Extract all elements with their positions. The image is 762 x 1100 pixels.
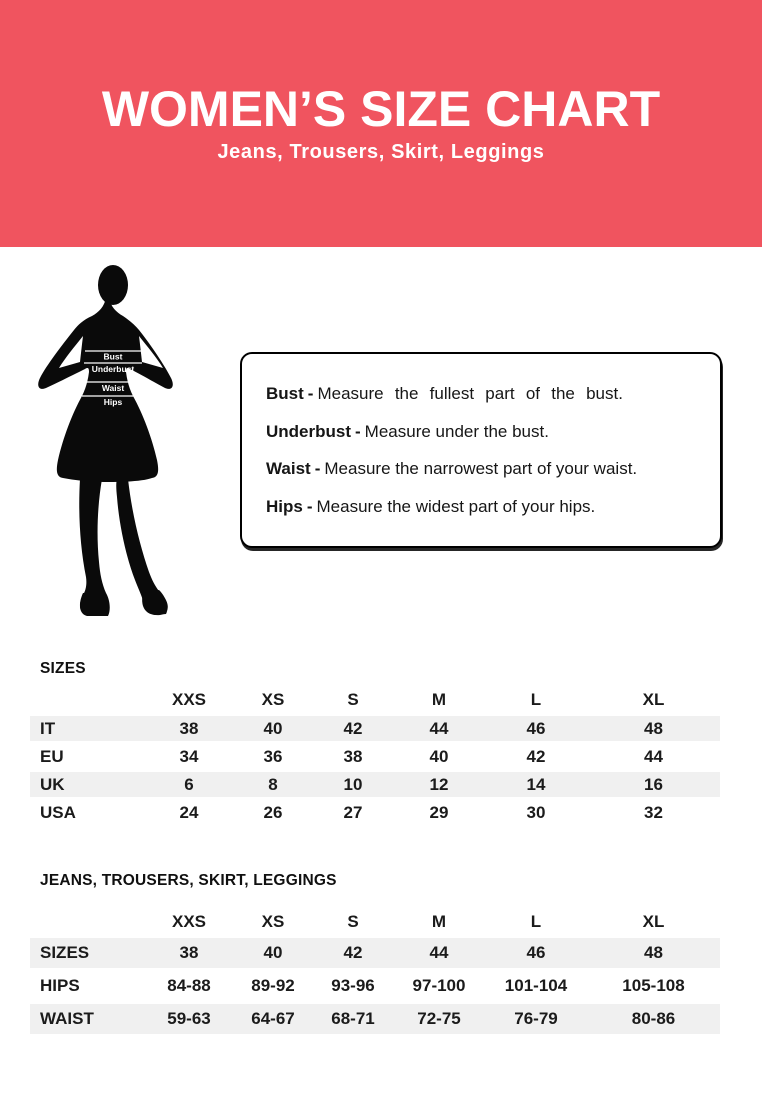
silhouette-head bbox=[98, 265, 128, 305]
size-cell: 26 bbox=[263, 802, 283, 822]
size-cell: 8 bbox=[233, 772, 313, 797]
column-header-m: M bbox=[431, 912, 447, 931]
hips-label: Hips bbox=[103, 397, 123, 407]
size-cell: 30 bbox=[526, 802, 546, 822]
corner-cell bbox=[30, 909, 145, 935]
size-cell: 24 bbox=[179, 802, 199, 822]
silhouette-left-boot bbox=[80, 592, 109, 616]
definition-separator: - bbox=[306, 496, 313, 516]
size-cell: 36 bbox=[263, 746, 283, 766]
corner-cell bbox=[30, 687, 145, 713]
table-row-uk bbox=[30, 772, 720, 797]
size-cell: 93-96 bbox=[331, 976, 375, 995]
page-subtitle: Jeans, Trousers, Skirt, Leggings bbox=[217, 140, 545, 163]
row-label: EU bbox=[40, 746, 64, 766]
woman-silhouette-figure bbox=[36, 262, 196, 627]
size-cell: 76-79 bbox=[485, 1004, 587, 1034]
size-cell: 84-88 bbox=[167, 976, 211, 995]
row-label: SIZES bbox=[30, 938, 145, 968]
size-cell: 27 bbox=[343, 802, 363, 822]
sizes-table-title: SIZES bbox=[40, 660, 86, 677]
garment-header-row bbox=[30, 909, 720, 935]
size-cell: 46 bbox=[485, 716, 587, 741]
column-header-l: L bbox=[530, 690, 542, 709]
definition-bust bbox=[266, 375, 696, 413]
sizes-header-row bbox=[30, 687, 720, 713]
definition-term: Hips bbox=[266, 496, 303, 516]
size-cell: 44 bbox=[393, 938, 485, 968]
size-cell: 32 bbox=[644, 802, 663, 822]
size-cell: 6 bbox=[145, 772, 233, 797]
column-header-l: L bbox=[530, 912, 542, 931]
row-label: IT bbox=[30, 716, 145, 741]
size-cell: 48 bbox=[587, 938, 720, 968]
garment-table bbox=[30, 906, 720, 1037]
column-header-s: S bbox=[347, 690, 359, 709]
row-label: HIPS bbox=[40, 976, 80, 995]
definition-waist bbox=[266, 450, 696, 488]
size-cell: 40 bbox=[429, 746, 449, 766]
size-cell: 44 bbox=[393, 716, 485, 741]
size-cell: 97-100 bbox=[412, 976, 466, 995]
definition-text: Measure the widest part of your hips. bbox=[316, 496, 596, 516]
row-label: WAIST bbox=[30, 1004, 145, 1034]
definition-separator: - bbox=[307, 384, 314, 403]
waist-label: Waist bbox=[101, 383, 125, 393]
size-cell: 105-108 bbox=[622, 976, 685, 995]
size-cell: 38 bbox=[145, 716, 233, 741]
size-cell: 38 bbox=[145, 938, 233, 968]
size-cell: 14 bbox=[485, 772, 587, 797]
size-cell: 42 bbox=[313, 716, 393, 741]
column-header-xxs: XXS bbox=[171, 690, 207, 709]
size-cell: 89-92 bbox=[251, 976, 295, 995]
column-header-xxs: XXS bbox=[171, 912, 207, 931]
size-cell: 42 bbox=[313, 938, 393, 968]
definition-text: Measure under the bust. bbox=[364, 421, 549, 441]
page-title: WOMEN’S SIZE CHART bbox=[101, 80, 661, 137]
size-cell: 40 bbox=[233, 716, 313, 741]
size-cell: 10 bbox=[313, 772, 393, 797]
size-cell: 38 bbox=[343, 746, 363, 766]
size-cell: 40 bbox=[233, 938, 313, 968]
definition-separator: - bbox=[355, 421, 361, 441]
table-row-it bbox=[30, 716, 720, 741]
garment-table-section bbox=[30, 872, 720, 1037]
table-row-waist bbox=[30, 1004, 720, 1034]
column-header-m: M bbox=[431, 690, 447, 709]
size-cell: 46 bbox=[485, 938, 587, 968]
bust-label: Bust bbox=[103, 351, 123, 362]
definition-hips bbox=[266, 488, 696, 526]
table-row-hips bbox=[30, 971, 720, 1001]
definition-term: Waist bbox=[266, 459, 311, 478]
column-header-xs: XS bbox=[261, 690, 285, 709]
table-row-usa bbox=[30, 800, 720, 825]
size-cell: 16 bbox=[587, 772, 720, 797]
tables-section bbox=[30, 660, 720, 1037]
table-row-eu bbox=[30, 744, 720, 769]
definition-text: Measure the fullest part of the bust. bbox=[317, 384, 623, 403]
size-cell: 29 bbox=[429, 802, 449, 822]
size-cell: 64-67 bbox=[233, 1004, 313, 1034]
underbust-label: Underbust bbox=[91, 364, 135, 374]
size-cell: 72-75 bbox=[393, 1004, 485, 1034]
size-cell: 34 bbox=[179, 746, 199, 766]
sizes-table-section bbox=[30, 660, 720, 828]
definition-term: Bust bbox=[266, 384, 304, 403]
size-cell: 101-104 bbox=[504, 976, 568, 995]
woman-silhouette-svg bbox=[36, 262, 196, 627]
table-row-sizes bbox=[30, 938, 720, 968]
silhouette-right-boot bbox=[142, 590, 167, 615]
size-cell: 44 bbox=[644, 746, 663, 766]
definition-separator: - bbox=[314, 459, 321, 478]
banner bbox=[0, 0, 762, 247]
column-header-xl: XL bbox=[642, 912, 665, 931]
measurement-definitions-box bbox=[240, 352, 722, 548]
garment-table-title: JEANS, TROUSERS, SKIRT, LEGGINGS bbox=[40, 872, 337, 889]
size-cell: 80-86 bbox=[587, 1004, 720, 1034]
column-header-xl: XL bbox=[642, 690, 665, 709]
size-cell: 12 bbox=[393, 772, 485, 797]
size-cell: 59-63 bbox=[145, 1004, 233, 1034]
size-cell: 48 bbox=[587, 716, 720, 741]
definition-text: Measure the narrowest part of your waist. bbox=[324, 459, 638, 478]
row-label: USA bbox=[40, 802, 76, 822]
definition-term: Underbust bbox=[266, 421, 351, 441]
size-cell: 68-71 bbox=[313, 1004, 393, 1034]
sizes-table bbox=[30, 684, 720, 828]
silhouette-shape bbox=[38, 265, 173, 616]
size-cell: 42 bbox=[526, 746, 546, 766]
column-header-s: S bbox=[347, 912, 359, 931]
definition-underbust bbox=[266, 413, 696, 451]
column-header-xs: XS bbox=[261, 912, 285, 931]
row-label: UK bbox=[30, 772, 145, 797]
